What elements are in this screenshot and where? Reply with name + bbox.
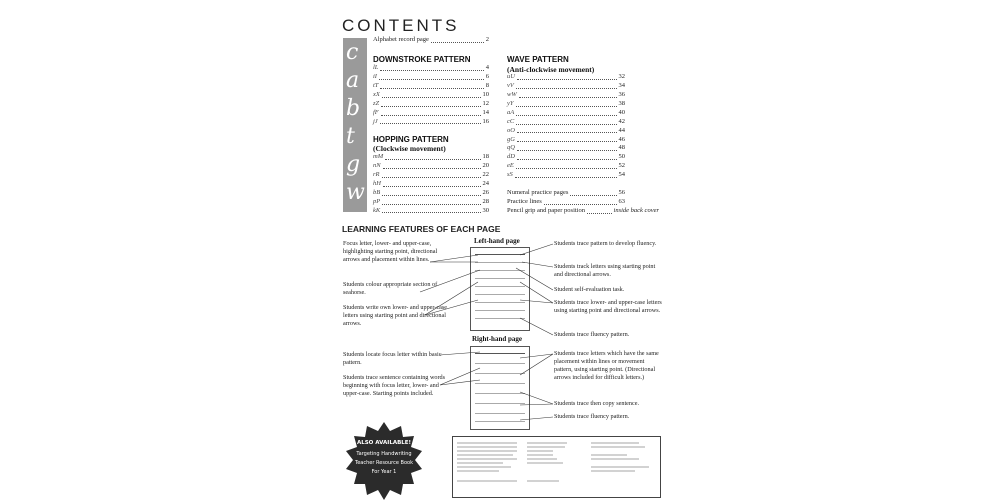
toc-page-number: 12 [482, 99, 489, 107]
side-letter: c [346, 40, 359, 65]
toc-page-number: 22 [482, 171, 489, 178]
toc-letter-pair: lL [373, 64, 379, 72]
toc-page-number: 6 [485, 73, 489, 81]
toc-letter-pair: vV [507, 82, 514, 90]
feature-label: Students write own lower- and upper-case letters using starting point and directional arrows. [343, 304, 448, 327]
toc-letter-pair: xX [373, 90, 380, 98]
toc-letter-pair: tT [373, 82, 379, 89]
imprint-box [452, 436, 661, 498]
toc-row-pencil-grip: Pencil grip and paper position inside back cover [507, 207, 659, 215]
toc-page-number: 4 [485, 64, 489, 72]
toc-page-number: 20 [482, 162, 489, 170]
feature-label: Students trace then copy sentence. [554, 400, 640, 407]
side-letter: w [346, 180, 365, 205]
feature-label: Students trace fluency pattern. [554, 413, 630, 420]
feature-label: Students colour appropriate section of seahorse. [343, 281, 438, 296]
toc-page-number: 28 [482, 197, 489, 205]
toc-letter-pair: eE [507, 162, 514, 170]
toc-letter-pair: fF [373, 108, 379, 116]
toc-page-number: 48 [618, 144, 625, 152]
learning-features-heading: LEARNING FEATURES OF EACH PAGE [342, 224, 501, 234]
toc-letter-pair: yY [507, 99, 514, 107]
feature-label: Students trace letters which have the same placement within lines or movement pattern, using starting point. (Directional arrows included for difficult letters.) [554, 350, 659, 381]
left-hand-page-title: Left-hand page [474, 237, 520, 245]
toc-page-number: 40 [618, 108, 625, 116]
toc-letter-pair: kK [373, 206, 381, 214]
toc-letter-pair: nN [373, 162, 381, 170]
feature-label: Students trace sentence containing words beginning with focus letter, lower- and upper-case. Starting points included. [343, 374, 446, 397]
toc-page-number: 16 [482, 117, 489, 125]
toc-letter-pair: pP [373, 197, 381, 205]
toc-page-number: 50 [618, 153, 625, 161]
toc-page-number: 32 [618, 73, 625, 81]
toc-letter-pair: rR [373, 171, 380, 178]
right-hand-page-title: Right-hand page [472, 335, 522, 343]
section-heading-wave: WAVE PATTERN [507, 55, 569, 64]
toc-page-number: 44 [618, 126, 625, 134]
toc-page-number: 38 [618, 99, 625, 107]
toc-page-number: 26 [482, 188, 489, 196]
section-subheading-hopping: (Clockwise movement) [373, 144, 446, 153]
toc-page-number: 42 [618, 117, 625, 125]
toc-page-number: 54 [618, 171, 625, 179]
seal-line: For Year 1 [371, 469, 397, 475]
toc-page-number: 52 [618, 162, 625, 170]
toc-page-number: 34 [618, 82, 625, 90]
toc-letter-pair: bB [373, 188, 381, 196]
toc-row-practice-lines: Practice lines 63 [507, 198, 625, 206]
toc-page-number: 8 [485, 82, 489, 89]
toc-page-number: 18 [482, 153, 489, 161]
feature-label: Students track letters using starting point and directional arrows. [554, 263, 656, 278]
toc-page-number: 36 [618, 91, 625, 98]
side-letter: b [346, 96, 361, 121]
toc-letter-pair: qQ [507, 144, 515, 152]
side-letter: g [346, 152, 361, 177]
feature-label: Students trace lower- and upper-case letters using starting point and directional arrows. [554, 299, 662, 314]
toc-page-number: 46 [618, 135, 625, 143]
toc-letter-pair: cC [507, 117, 515, 125]
page-title: CONTENTS [342, 16, 460, 35]
toc-letter-pair: aA [507, 108, 515, 116]
feature-label: Students trace pattern to develop fluency. [554, 240, 657, 247]
seal-line: Teacher Resource Book [355, 460, 413, 466]
toc-letter-pair: mM [373, 153, 384, 161]
seal-line: Targeting Handwriting [356, 451, 412, 457]
section-heading-downstroke: DOWNSTROKE PATTERN [373, 55, 471, 64]
imprint-fine-print [453, 437, 660, 497]
toc-letter-pair: iI [373, 73, 377, 81]
also-available-seal [344, 422, 424, 500]
feature-label: Students locate focus letter within basic pattern. [343, 351, 442, 366]
toc-letter-pair: dD [507, 153, 515, 161]
toc-letter-pair: sS [507, 171, 513, 179]
toc-letter-pair: hH [373, 179, 381, 187]
toc-row-numerals: Numeral practice pages 56 [507, 189, 625, 197]
toc-page-number: 24 [482, 179, 489, 187]
toc-letter-pair: zZ [373, 99, 380, 107]
feature-label: Students trace fluency pattern. [554, 331, 630, 338]
toc-letter-pair: uU [507, 73, 515, 81]
side-letter: a [346, 68, 360, 93]
toc-letter-pair: oO [507, 126, 515, 134]
seal-line: ALSO AVAILABLE! [356, 440, 412, 446]
section-heading-hopping: HOPPING PATTERN [373, 135, 449, 144]
toc-page-number: 14 [482, 108, 489, 116]
toc-letter-pair: jJ [373, 117, 378, 125]
section-subheading-wave: (Anti-clockwise movement) [507, 65, 595, 74]
side-letter: t [346, 124, 355, 149]
feature-label: Student self-evaluation task. [554, 286, 625, 293]
feature-label: Focus letter, lower- and upper-case, highlighting starting point, directional arrows and placement within lines. [343, 240, 438, 263]
toc-letter-pair: wW [507, 91, 517, 98]
toc-page-number: 10 [482, 90, 489, 98]
toc-letter-pair: gG [507, 135, 515, 143]
toc-row-alphabet: Alphabet record page 2 [373, 36, 489, 44]
toc-page-number: 30 [482, 206, 489, 214]
